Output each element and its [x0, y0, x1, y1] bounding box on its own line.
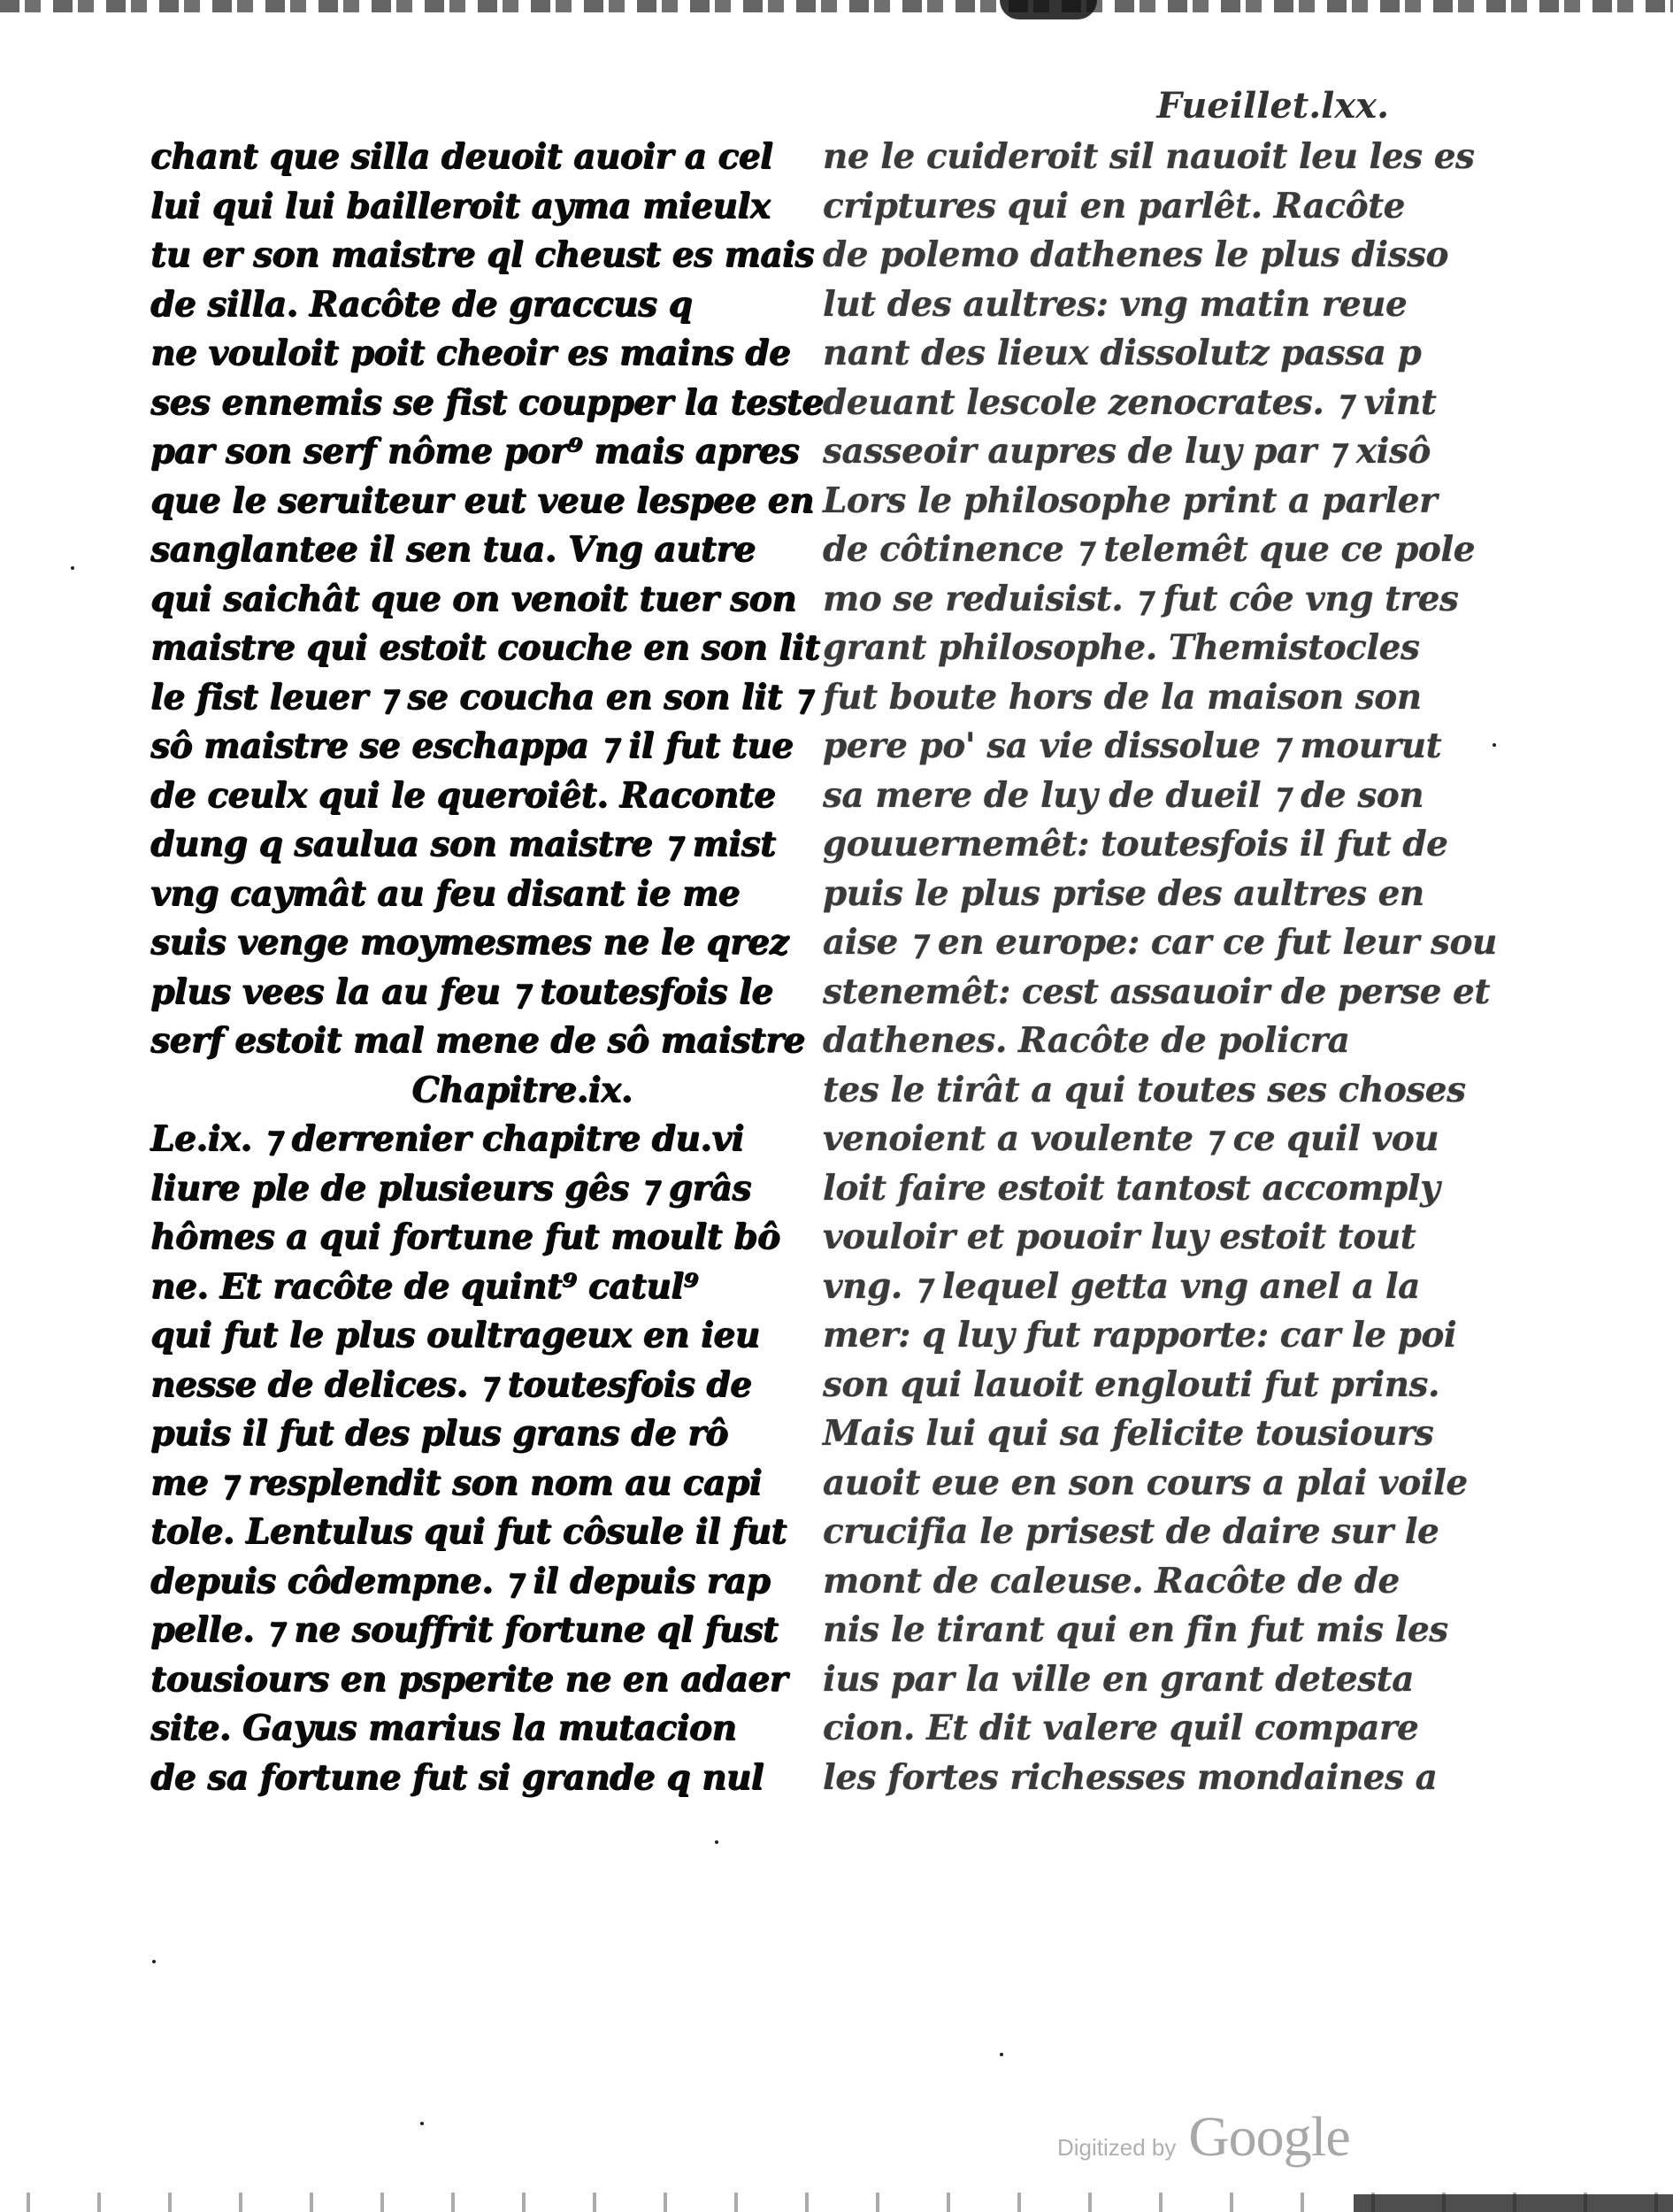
text-line: ne vouloit poit cheoir es mains de — [150, 333, 791, 373]
text-line: dung q saulua son maistre ⁊ mist — [150, 824, 776, 864]
text-line: son qui lauoit englouti fut prins. — [823, 1363, 1440, 1405]
text-line: pelle. ⁊ ne souffrit fortune ql fust — [150, 1609, 779, 1650]
text-line: qui fut le plus oultrageux en ieu — [150, 1315, 760, 1356]
google-logo: Google — [1188, 2105, 1350, 2168]
text-line: tu er son maistre ql cheust es mais — [150, 234, 814, 275]
text-line: grant philosophe. Themistocles — [823, 627, 1420, 668]
page-top-blot — [1000, 0, 1097, 19]
chapter-heading: Chapitre.ix. — [411, 1069, 633, 1110]
text-line: ses ennemis se fist coupper la teste — [150, 381, 824, 423]
text-line: liure ple de plusieurs gês ⁊ grâs — [150, 1167, 751, 1209]
ink-speck — [1000, 2053, 1003, 2056]
text-line: fut boute hors de la maison son — [823, 676, 1422, 718]
text-line: dathenes. Racôte de policra — [823, 1020, 1350, 1061]
text-line: que le seruiteur eut veue lespee en — [150, 480, 814, 521]
text-line: loit faire estoit tantost accomply — [823, 1167, 1440, 1209]
text-line: lui qui lui bailleroit ayma mieulx — [150, 185, 771, 227]
text-line: ne le cuideroit sil nauoit leu les es — [823, 136, 1475, 177]
text-line: vng caymât au feu disant ie me — [150, 872, 740, 914]
text-line: venoient a voulente ⁊ ce quil vou — [823, 1118, 1439, 1159]
text-line: depuis côdempne. ⁊ il depuis rap — [150, 1560, 771, 1601]
ink-speck — [1493, 743, 1496, 747]
ink-speck — [715, 1840, 718, 1844]
text-line: me ⁊ resplendit son nom au capi — [150, 1462, 762, 1503]
text-line: de ceulx qui le queroiêt. Raconte — [150, 774, 776, 816]
text-line: par son serf nôme por⁹ mais apres — [150, 431, 799, 472]
text-line: chant que silla deuoit auoir a cel — [150, 136, 773, 177]
right-text-column — [823, 80, 1497, 1802]
text-line: nesse de delices. ⁊ toutesfois de — [150, 1363, 752, 1405]
ink-speck — [71, 566, 74, 570]
text-line: vng. ⁊ lequel getta vng anel a la — [823, 1265, 1420, 1307]
text-line: site. Gayus marius la mutacion — [150, 1708, 737, 1748]
text-line: mo se reduisist. ⁊ fut côe vng tres — [823, 578, 1459, 619]
text-line: les fortes richesses mondaines a — [823, 1756, 1438, 1798]
text-line: cion. Et dit valere quil compare — [823, 1708, 1419, 1748]
text-line: criptures qui en parlêt. Racôte — [823, 185, 1405, 227]
text-line: aise ⁊ en europe: car ce fut leur sou — [823, 922, 1497, 963]
text-line: crucifia le prisest de daire sur le — [823, 1511, 1439, 1552]
text-line: de silla. Racôte de graccus q — [150, 283, 693, 325]
text-line: ius par la ville en grant detesta — [823, 1658, 1414, 1700]
text-line: de polemo dathenes le plus disso — [823, 234, 1449, 275]
text-line: vouloir et pouoir luy estoit tout — [823, 1217, 1416, 1257]
text-line: puis le plus prise des aultres en — [823, 872, 1424, 914]
text-line: tole. Lentulus qui fut côsule il fut — [150, 1511, 787, 1552]
text-line: mer: q luy fut rapporte: car le poi — [823, 1315, 1457, 1356]
digitized-by-google-watermark — [1057, 2104, 1429, 2175]
text-line: de côtinence ⁊ telemêt que ce pole — [823, 529, 1476, 570]
text-line: nis le tirant qui en fin fut mis les — [823, 1609, 1448, 1650]
text-line: pere po' sa vie dissolue ⁊ mourut — [823, 726, 1442, 766]
ink-speck — [152, 1960, 156, 1963]
left-text-column — [150, 80, 824, 1802]
text-line: serf estoit mal mene de sô maistre — [150, 1020, 805, 1061]
text-line: gouuernemêt: toutesfois il fut de — [823, 824, 1448, 864]
text-line: sa mere de luy de dueil ⁊ de son — [823, 774, 1424, 816]
text-line: suis venge moymesmes ne le qrez — [150, 922, 788, 963]
text-line: lut des aultres: vng matin reue — [823, 283, 1408, 325]
ink-speck — [420, 2122, 424, 2125]
text-line: puis il fut des plus grans de rô — [150, 1413, 728, 1454]
text-line: qui saichât que on venoit tuer son — [150, 578, 796, 619]
folio-number: Fueillet.lxx. — [1156, 85, 1389, 127]
text-line: sanglantee il sen tua. Vng autre — [150, 529, 756, 570]
text-line: sasseoir aupres de luy par ⁊ xisô — [823, 431, 1431, 472]
text-line: hômes a qui fortune fut moult bô — [150, 1217, 780, 1257]
text-line: tes le tirât a qui toutes ses choses — [823, 1069, 1466, 1110]
text-line: Lors le philosophe print a parler — [823, 480, 1438, 521]
text-line: sô maistre se eschappa ⁊ il fut tue — [150, 726, 794, 766]
watermark-prefix: Digitized by — [1057, 2134, 1177, 2161]
text-line: Mais lui qui sa felicite tousiours — [823, 1413, 1434, 1454]
text-line: nant des lieux dissolutz passa p — [823, 333, 1422, 373]
text-line: Le.ix. ⁊ derrenier chapitre du.vi — [150, 1118, 744, 1159]
text-line: le fist leuer ⁊ se coucha en son lit ⁊ — [150, 676, 810, 718]
page-bottom-right-shadow — [1354, 2194, 1673, 2212]
text-line: tousiours en psperite ne en adaer — [150, 1658, 787, 1700]
text-line: auoit eue en son cours a plai voile — [823, 1462, 1468, 1503]
text-line: deuant lescole zenocrates. ⁊ vint — [823, 381, 1437, 423]
text-line: stenemêt: cest assauoir de perse et — [823, 971, 1490, 1012]
text-line: maistre qui estoit couche en son lit — [150, 627, 820, 668]
page-top-edge — [0, 0, 1673, 12]
text-line: plus vees la au feu ⁊ toutesfois le — [150, 971, 773, 1012]
text-line: de sa fortune fut si grande q nul — [150, 1756, 764, 1798]
text-line: mont de caleuse. Racôte de de — [823, 1560, 1400, 1601]
text-line: ne. Et racôte de quint⁹ catul⁹ — [150, 1265, 699, 1307]
